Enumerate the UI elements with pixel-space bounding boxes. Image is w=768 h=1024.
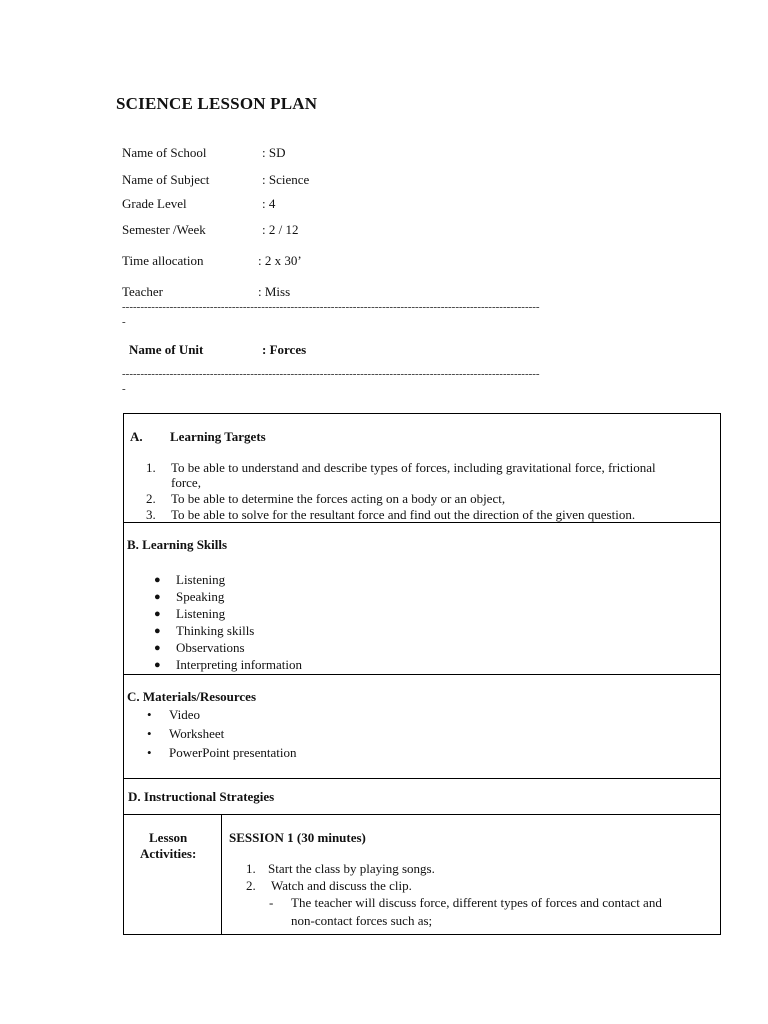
material-item: Worksheet (169, 726, 225, 741)
separator-tail: - (122, 383, 126, 395)
bullet-icon: ● (154, 608, 161, 620)
section-d-heading: D. Instructional Strategies (128, 789, 275, 804)
semester-label: Semester /Week (122, 222, 206, 237)
step-number: 2. (246, 878, 256, 893)
skill-item: Listening (176, 572, 226, 587)
unit-value: : Forces (262, 342, 307, 357)
bullet-icon: • (147, 707, 152, 722)
skill-item: Interpreting information (176, 657, 302, 672)
bullet-icon: ● (154, 574, 161, 586)
teacher-label: Teacher (122, 284, 163, 299)
unit-label: Name of Unit (129, 342, 204, 357)
row-divider (124, 778, 720, 779)
separator-tail: - (122, 316, 126, 328)
section-a-letter: A. (130, 429, 143, 444)
separator-line: ------------------------------------------------------------------------------------------------------------------ (122, 301, 540, 313)
material-item: PowerPoint presentation (169, 745, 297, 760)
skill-item: Listening (176, 606, 226, 621)
teacher-value: : Miss (258, 284, 291, 299)
skill-item: Thinking skills (176, 623, 255, 638)
bullet-icon: • (147, 726, 152, 741)
session-title: SESSION 1 (30 minutes) (229, 830, 366, 845)
target-text: To be able to determine the forces acting on a body or an object, (171, 491, 506, 506)
target-text-cont: force, (171, 475, 201, 490)
bullet-icon: ● (154, 591, 161, 603)
section-a-heading: Learning Targets (170, 429, 266, 444)
subject-label: Name of Subject (122, 172, 210, 187)
school-label: Name of School (122, 145, 207, 160)
section-c-heading: C. Materials/Resources (127, 689, 257, 704)
step-number: 1. (246, 861, 256, 876)
sub-text: The teacher will discuss force, different types of forces and contact and (291, 895, 662, 910)
bullet-icon: ● (154, 625, 161, 637)
sub-text-cont: non-contact forces such as; (291, 913, 433, 928)
target-text: To be able to solve for the resultant force and find out the direction of the given question. (171, 507, 636, 522)
semester-value: : 2 / 12 (262, 222, 299, 237)
lesson-label: Lesson (149, 830, 188, 845)
grade-value: : 4 (262, 196, 276, 211)
school-value: : SD (262, 145, 286, 160)
lesson-table (123, 413, 721, 935)
row-divider (124, 814, 720, 815)
target-number: 3. (146, 507, 156, 522)
step-text: Watch and discuss the clip. (271, 878, 412, 893)
target-text: To be able to understand and describe types of forces, including gravitational force, frictional (171, 460, 656, 475)
row-divider (124, 674, 720, 675)
material-item: Video (169, 707, 200, 722)
section-b-heading: B. Learning Skills (127, 537, 228, 552)
skill-item: Observations (176, 640, 245, 655)
grade-label: Grade Level (122, 196, 187, 211)
target-number: 1. (146, 460, 156, 475)
bullet-icon: ● (154, 642, 161, 654)
bullet-icon: • (147, 745, 152, 760)
step-text: Start the class by playing songs. (268, 861, 435, 876)
separator-line: ------------------------------------------------------------------------------------------------------------------ (122, 368, 540, 380)
bullet-icon: ● (154, 659, 161, 671)
subject-value: : Science (262, 172, 310, 187)
time-value: : 2 x 30’ (258, 253, 302, 268)
time-label: Time allocation (122, 253, 204, 268)
sub-dash: - (269, 895, 274, 910)
column-divider (221, 815, 222, 934)
skill-item: Speaking (176, 589, 225, 604)
target-number: 2. (146, 491, 156, 506)
activities-label: Activities: (140, 846, 197, 861)
page-title: SCIENCE LESSON PLAN (116, 94, 318, 113)
